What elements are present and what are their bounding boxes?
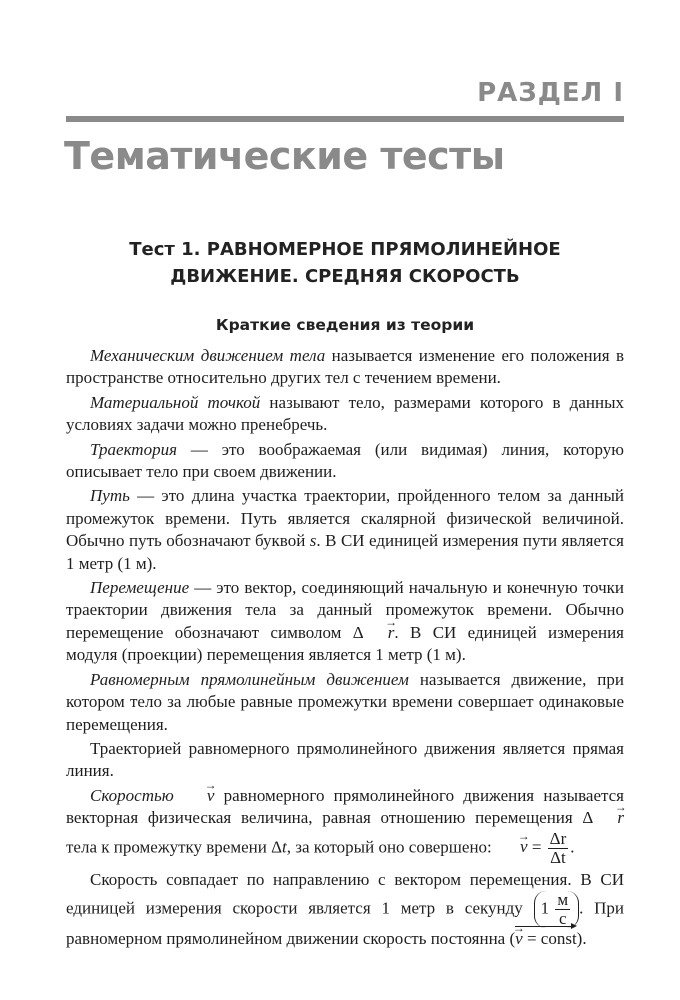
term: Равномерным прямолинейным движением — [90, 669, 409, 689]
velocity-fraction — [548, 830, 569, 867]
term: Механическим движением тела — [90, 346, 326, 365]
vector-v-symbol: → v — [515, 928, 523, 950]
test-title-line1: Тест 1. РАВНОМЕРНОЕ ПРЯМОЛИНЕЙНОЕ — [129, 239, 561, 260]
vector-r-symbol: → r — [364, 622, 395, 644]
term: Материальной точкой — [90, 392, 261, 412]
term: Траектория — [90, 439, 177, 459]
fraction-denominator: Δt — [550, 847, 566, 867]
chapter-title: Тематические тесты — [64, 134, 505, 178]
unit-parenthesis: 1 $\frac{м}{с}$ — [534, 891, 580, 928]
paragraph-straight-line: Траекторией равномерного прямолинейного движения является прямая линия. — [66, 738, 624, 781]
unit-fraction: $\frac{м}{с}$ — [557, 889, 569, 928]
section-rule — [66, 116, 624, 122]
paragraph-displacement: Перемещение — это вектор, соединяющий начальную и конечную точки траектории движения тела за данный промежуток времени. Обычно перемещение обозначают символом Δ→ r. В СИ единицей измерения модуля (проекции) перемещения является 1 метр (1 м). — [66, 577, 624, 667]
paragraph-velocity: Скоростью → v равномерного прямолинейного движения называется векторная физическая величина, равная отношению перемещения Δ→ r тела к промежутку времени Δt, за который оно совершено: → v = $\frac{\Delta r}{\Delta t}$ . — [66, 785, 624, 867]
vector-r-symbol: → r — [593, 807, 624, 829]
test-title — [66, 236, 624, 290]
section-label: РАЗДЕЛ I — [477, 78, 624, 108]
term: Скоростью — [90, 785, 174, 805]
theory-body — [66, 345, 624, 950]
paragraph-uniform-motion: Равномерным прямолинейным движением называется движение, при котором тело за любые равные промежутки времени совершает одинаковые перемещения. — [66, 669, 624, 734]
term: Путь — [90, 486, 130, 506]
constant-vector-expression: → v = const — [515, 928, 577, 950]
paragraph-mechanical-motion: Механическим движением тела называется изменение его положения в пространстве относительно других тел с течением времени. — [66, 346, 624, 388]
vector-v-symbol: → v — [183, 785, 215, 807]
test-title-line2: ДВИЖЕНИЕ. СРЕДНЯЯ СКОРОСТЬ — [170, 266, 520, 287]
theory-subtitle: Краткие сведения из теории — [215, 316, 475, 334]
vector-v-symbol: → v — [496, 836, 528, 858]
term: Перемещение — [90, 578, 190, 598]
paragraph-velocity-unit: Скорость совпадает по направлению с вектором перемещения. В СИ единицей измерения скорости является 1 метр в секунду 1 $\frac{м}{с}$ . При равномерном прямолинейном движении скорость постоянна (→ v = const). — [66, 869, 624, 951]
paragraph-path: Путь — это длина участка траектории, пройденного телом за данный промежуток времени. Путь является скалярной физической величиной. Обычно путь обозначают буквой s. В СИ единицей измерения пути является 1 метр (1 м). — [66, 486, 624, 573]
paragraph-material-point: Материальной точкой называют тело, размерами которого в данных условиях задачи можно пренебречь. — [66, 392, 624, 435]
paragraph-trajectory: Траектория — это воображаемая (или видимая) линия, которую описывает тело при своем движении. — [66, 439, 624, 482]
fraction-numerator: Δr — [549, 828, 567, 848]
